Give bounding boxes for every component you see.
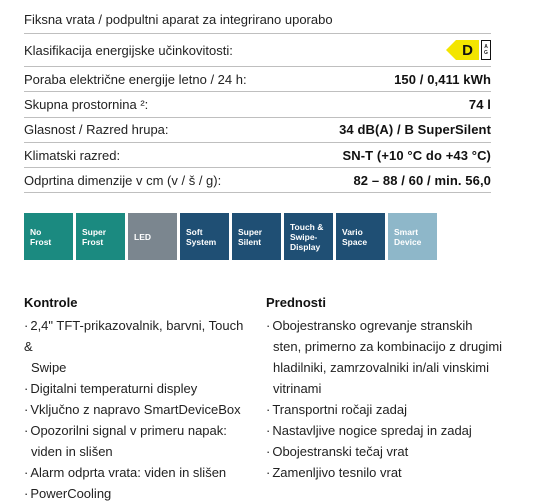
- list-item: [24, 315, 254, 378]
- list-item-text: Obojestranski tečaj vrat: [272, 444, 409, 459]
- badge-text: System: [186, 236, 217, 247]
- spec-label: Odprtina dimenzije v cm (v / š / g):: [24, 172, 222, 188]
- badge-variospace: [336, 213, 385, 260]
- bullet: ·: [266, 318, 271, 333]
- bullet: ·: [24, 465, 29, 480]
- badge-text: Frost: [82, 236, 104, 247]
- spec-label: Poraba električne energije letno / 24 h:: [24, 71, 247, 87]
- spec-label: Glasnost / Razred hrupa:: [24, 122, 169, 138]
- bullet: ·: [24, 381, 29, 396]
- list-item: [24, 420, 254, 462]
- badge-smartdevice: [388, 213, 437, 260]
- list-item-text: PowerCooling: [30, 486, 112, 501]
- spec-row-volume: [24, 92, 491, 117]
- list-item-text: Alarm odprta vrata: viden in slišen: [30, 465, 227, 480]
- spec-row-consumption: [24, 67, 491, 92]
- list-item: [266, 399, 516, 420]
- spec-value: SN-T (+10 °C do +43 °C): [342, 147, 491, 163]
- spec-value: 74 l: [468, 96, 491, 112]
- list-item-text: hladilniki, zamrzovalniki in/ali vinskimi: [273, 360, 490, 375]
- spec-table: [24, 34, 491, 193]
- badge-supersilent: [232, 213, 281, 260]
- spec-row-dimensions: [24, 168, 491, 193]
- badge-text: Touch &: [290, 221, 324, 232]
- list-item-text: Digitalni temperaturni displey: [30, 381, 198, 396]
- spec-value: 82 – 88 / 60 / min. 56,0: [353, 172, 491, 188]
- list-item: [24, 483, 254, 504]
- energy-scale-top: A: [484, 44, 488, 50]
- list-item: [266, 315, 516, 399]
- badge-text: Frost: [30, 236, 52, 247]
- badge-text: LED: [134, 231, 151, 242]
- list-item-text: viden in slišen: [31, 444, 113, 459]
- badge-text: Silent: [238, 236, 262, 247]
- badge-text: No: [30, 226, 42, 237]
- list-item: [24, 462, 254, 483]
- list-item-text: sten, primerno za kombinacijo z drugimi: [273, 339, 503, 354]
- badge-text: Smart: [394, 226, 419, 237]
- energy-arrow-icon: [446, 40, 456, 60]
- list-item-text: Opozorilni signal v primeru napak:: [30, 423, 227, 438]
- list-item: [266, 462, 516, 483]
- badge-led: [128, 213, 177, 260]
- list-item-text: Swipe: [31, 360, 67, 375]
- list-item-text: 2,4" TFT-prikazovalnik, barvni, Touch &: [24, 318, 244, 354]
- energy-class-letter: D: [456, 40, 479, 60]
- product-subtitle: Fiksna vrata / podpultni aparat za integrirano uporabo: [24, 12, 333, 27]
- spec-row-energy-class: [24, 34, 491, 67]
- badge-text: Space: [342, 236, 368, 247]
- prednosti-list: [266, 315, 516, 483]
- badge-text: Device: [394, 236, 422, 247]
- prednosti-title: Prednosti: [266, 295, 326, 310]
- feature-badges: [24, 213, 437, 260]
- list-item-text: Obojestransko ogrevanje stranskih: [272, 318, 473, 333]
- spec-label: Klimatski razred:: [24, 147, 121, 163]
- list-item: [266, 441, 516, 462]
- badge-text: Super: [238, 226, 263, 237]
- energy-class-label: [446, 40, 491, 60]
- bullet: ·: [24, 402, 29, 417]
- spec-value: 150 / 0,411 kWh: [394, 71, 491, 87]
- list-item: [24, 378, 254, 399]
- list-item: [266, 420, 516, 441]
- bullet: ·: [266, 444, 271, 459]
- badge-text: Soft: [186, 226, 203, 237]
- badge-softsystem: [180, 213, 229, 260]
- list-item-text: Nastavljive nogice spredaj in zadaj: [272, 423, 472, 438]
- list-item: [24, 399, 254, 420]
- badge-superfrost: [76, 213, 125, 260]
- badge-text: Swipe-: [290, 231, 318, 242]
- bullet: ·: [266, 465, 271, 480]
- bullet: ·: [266, 423, 271, 438]
- badge-text: Super: [82, 226, 107, 237]
- bullet: ·: [266, 402, 271, 417]
- spec-row-noise: [24, 118, 491, 143]
- energy-scale-icon: [481, 40, 491, 60]
- badge-text: Vario: [342, 226, 363, 237]
- spec-label: Klasifikacija energijske učinkovitosti:: [24, 42, 233, 58]
- bullet: ·: [24, 318, 29, 333]
- spec-label: Skupna prostornina ²:: [24, 96, 149, 112]
- spec-value: 34 dB(A) / B SuperSilent: [339, 122, 491, 138]
- spec-row-climate: [24, 143, 491, 168]
- list-item-text: Zamenljivo tesnilo vrat: [272, 465, 402, 480]
- list-item-text: vitrinami: [273, 381, 322, 396]
- bullet: ·: [24, 486, 29, 501]
- energy-scale-bottom: G: [484, 50, 488, 56]
- badge-touch-swipe: [284, 213, 333, 260]
- list-item-text: Transportni ročaji zadaj: [272, 402, 407, 417]
- bullet: ·: [24, 423, 29, 438]
- list-item-text: Vključno z napravo SmartDeviceBox: [30, 402, 241, 417]
- badge-nofrost: [24, 213, 73, 260]
- badge-text: Display: [290, 241, 321, 252]
- kontrole-title: Kontrole: [24, 295, 78, 310]
- kontrole-list: [24, 315, 254, 504]
